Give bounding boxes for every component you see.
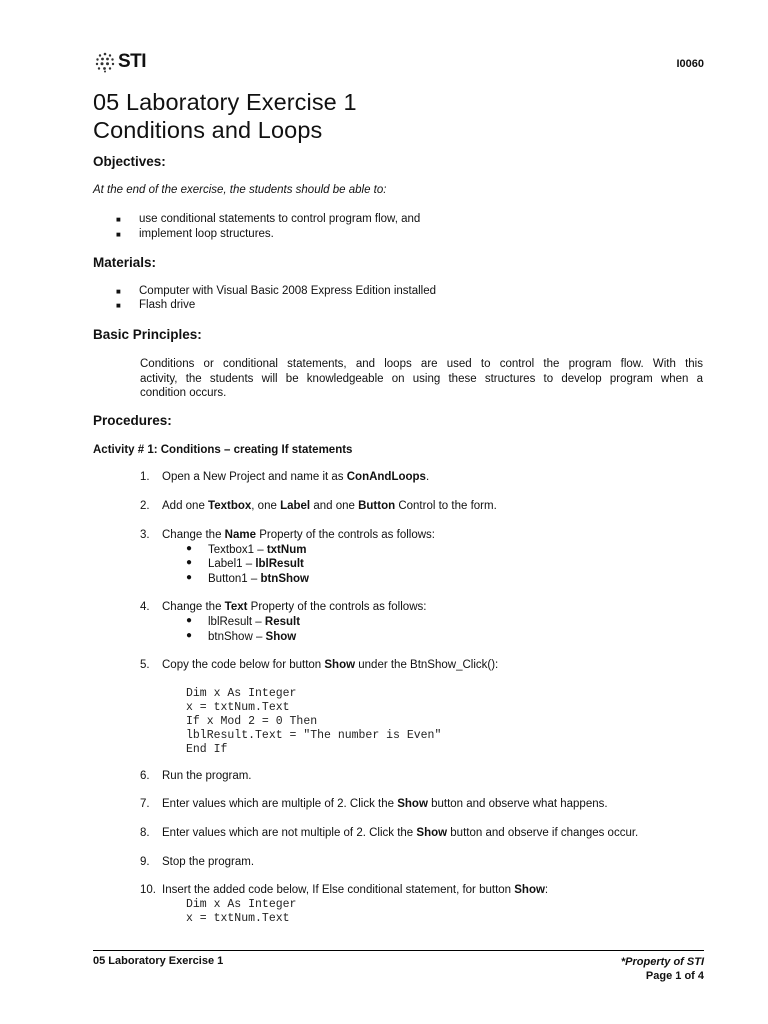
step-number: 1. [140,471,150,483]
step-text: Add one Textbox, one Label and one Button Control to the form. [162,500,497,512]
code-line: Dim x As Integer [186,898,297,911]
sub-item: btnShow – Show [208,631,297,643]
page-header [94,48,704,78]
step-number: 3. [140,529,150,541]
step-text: Run the program. [162,770,252,782]
dot-bullet-icon: ● [186,572,193,583]
step-number: 2. [140,500,150,512]
code-line: x = txtNum.Text [186,912,290,925]
square-bullet-icon: ■ [116,301,121,310]
step-number: 9. [140,856,150,868]
step-number: 5. [140,659,150,671]
objective-item: use conditional statements to control program flow, and [139,213,421,225]
step-number: 4. [140,601,150,613]
title-line-2: Conditions and Loops [93,117,323,143]
square-bullet-icon: ■ [116,287,121,296]
step-text: Change the Text Property of the controls as follows: [162,601,427,613]
sub-item: Button1 – btnShow [208,573,309,585]
procedures-heading: Procedures: [93,413,172,428]
step-text: Enter values which are multiple of 2. Click the Show button and observe what happens. [162,798,608,810]
step-number: 8. [140,827,150,839]
principles-heading: Basic Principles: [93,327,202,342]
materials-heading: Materials: [93,255,157,270]
page-number: Page 1 of 4 [645,970,704,982]
footer-info [621,955,704,983]
dot-bullet-icon: ● [186,630,193,641]
code-line: End If [186,743,228,756]
globe-dots-icon [94,51,116,73]
step-number: 10. [140,884,156,896]
sub-item: Label1 – lblResult [208,558,304,570]
dot-bullet-icon: ● [186,615,193,626]
step-text: Copy the code below for button Show under the BtnShow_Click(): [162,659,499,671]
page-title [93,88,713,144]
objectives-intro: At the end of the exercise, the students should be able to: [93,184,387,196]
dot-bullet-icon: ● [186,543,193,554]
step-text: Insert the added code below, If Else conditional statement, for button Show: [162,884,549,896]
paragraph-line: condition occurs. [140,387,227,399]
property-notice: *Property of STI [620,956,704,968]
sub-item: Textbox1 – txtNum [208,544,307,556]
square-bullet-icon: ■ [116,215,121,224]
dot-bullet-icon: ● [186,557,193,568]
code-line: Dim x As Integer [186,687,297,700]
material-item: Flash drive [139,299,196,311]
step-number: 7. [140,798,150,810]
objectives-heading: Objectives: [93,154,166,169]
footer-title: 05 Laboratory Exercise 1 [93,955,224,967]
footer-divider [93,950,704,951]
step-text: Open a New Project and name it as ConAndLoops. [162,471,430,483]
logo-text: STI [118,51,147,72]
paragraph-line: activity, the students will be knowledgeable on using these structures to develop program when a [140,372,703,385]
code-line: x = txtNum.Text [186,701,290,714]
sub-item: lblResult – Result [208,616,301,628]
title-line-1: 05 Laboratory Exercise 1 [93,89,357,115]
code-line: lblResult.Text = "The number is Even" [186,729,442,742]
sti-logo [94,48,146,76]
document-code: I0060 [676,58,704,70]
activity-heading: Activity # 1: Conditions – creating If statements [93,444,353,456]
principles-paragraph [140,357,703,401]
material-item: Computer with Visual Basic 2008 Express Edition installed [139,285,437,297]
step-text: Stop the program. [162,856,255,868]
step-number: 6. [140,770,150,782]
step-text: Enter values which are not multiple of 2. Click the Show button and observe if changes occur. [162,827,639,839]
square-bullet-icon: ■ [116,230,121,239]
objective-item: implement loop structures. [139,228,274,240]
code-line: If x Mod 2 = 0 Then [186,715,318,728]
step-text: Change the Name Property of the controls as follows: [162,529,435,541]
paragraph-line: Conditions or conditional statements, and loops are used to control the program flow. With this [140,358,703,370]
